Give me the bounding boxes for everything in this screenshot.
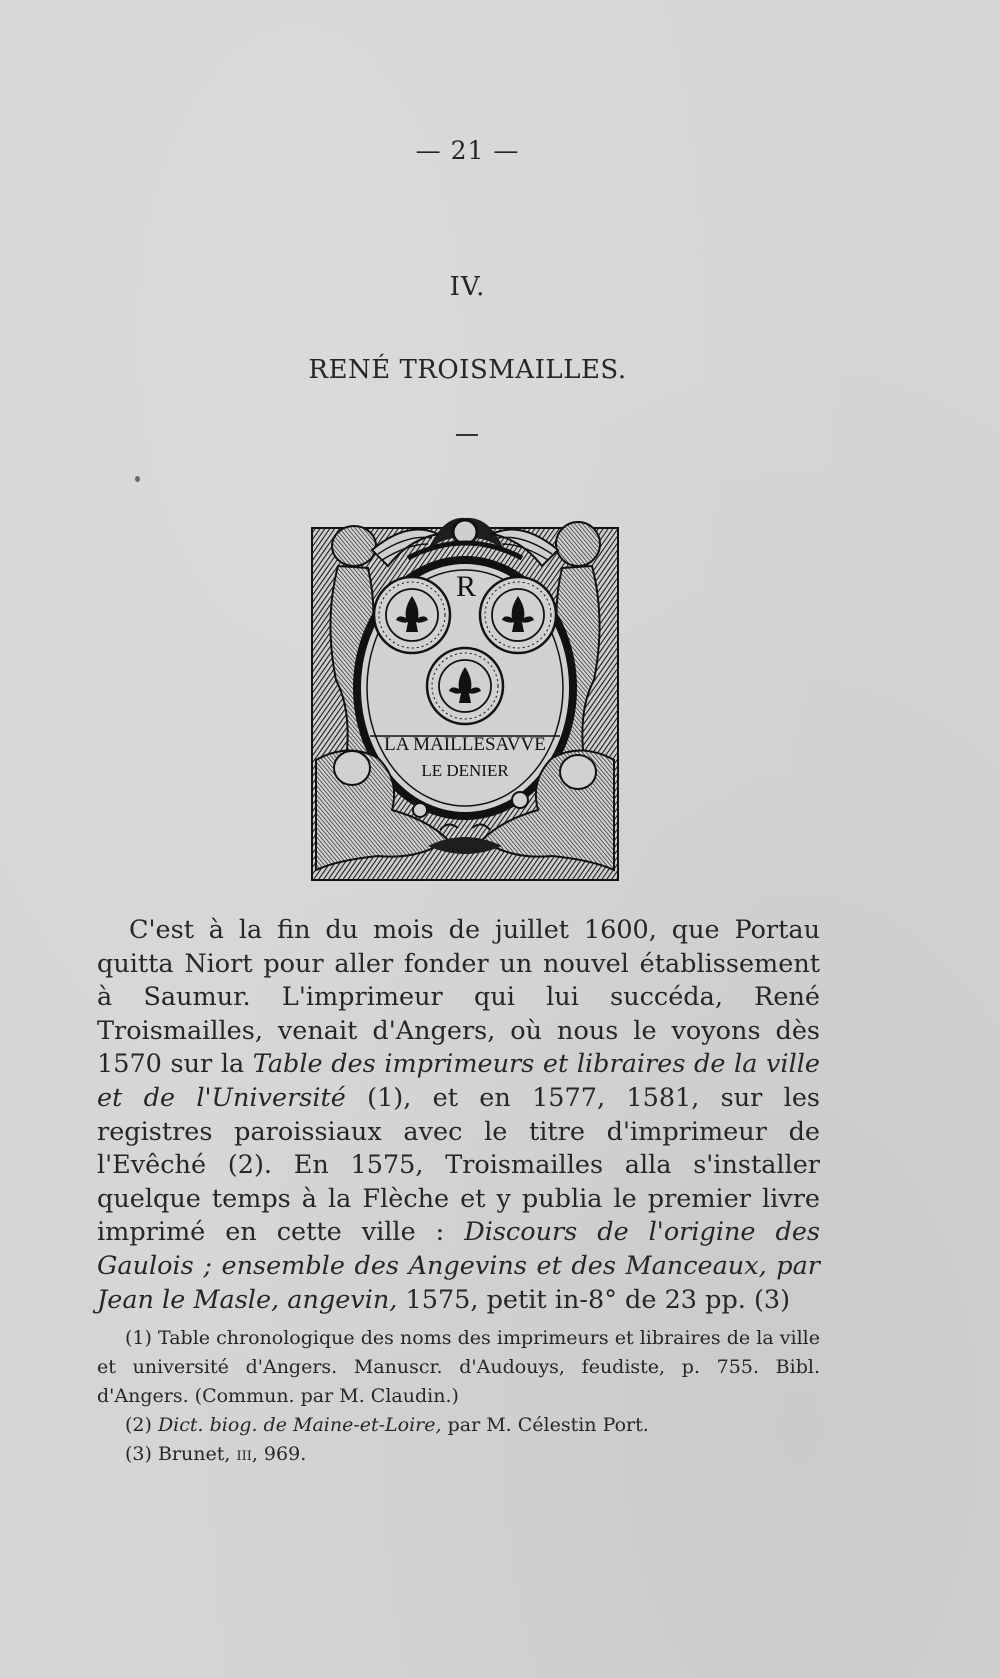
chapter-numeral: IV. xyxy=(449,272,486,302)
body-italic-title: Discours de l'origine des Gaulois ; ensemble des Angevins et des Manceaux, par Jean le Masle, angevin, xyxy=(97,1217,820,1315)
body-text-run: C'est à la fin du mois de juillet 1600, que Portau quitta Niort pour aller fonder un nouvel établissement à Saumur. L'imprimeur qui lui succéda, René Troismailles, venait d'Angers, où nous le voyons dès 1570 sur la xyxy=(97,915,820,1080)
chapter-title: RENÉ TROISMAILLES. xyxy=(308,355,627,385)
body-text-run: 1575, petit in-8° de 23 pp. (3) xyxy=(397,1284,791,1315)
ink-speck xyxy=(135,476,140,482)
body-italic-title: Table des imprimeurs et libraires de la ville et de l'Université xyxy=(97,1049,820,1113)
footnote-2 xyxy=(97,1411,820,1440)
coin-bottom xyxy=(427,648,503,724)
device-letter: R xyxy=(456,570,477,603)
body-text xyxy=(97,914,820,1317)
footnote-volume: iii xyxy=(236,1443,252,1465)
footnote-text: , 969. xyxy=(251,1443,307,1465)
device-motto-line1: LA MAILLESAVVE xyxy=(384,734,546,755)
body-paragraph xyxy=(97,914,820,1317)
footnote-1: (1) Table chronologique des noms des imprimeurs et libraires de la ville et université d'Angers. Manuscr. d'Audouys, feudiste, p. 755. Bibl. d'Angers. (Commun. par M. Claudin.) xyxy=(97,1327,820,1407)
coin-right xyxy=(480,577,556,653)
footnote-3 xyxy=(97,1440,820,1469)
device-motto-line2: LE DENIER xyxy=(421,761,509,780)
page-number: — 21 — xyxy=(415,136,520,165)
body-text-run: (1), et en 1577, 1581, sur les registres paroissiaux avec le titre d'imprimeur de l'Evêché (2). En 1575, Troismailles alla s'installer quelque temps à la Flèche et y publia le premier livre imprimé en cette ville : xyxy=(97,1082,820,1248)
title-rule xyxy=(456,434,478,436)
footnotes xyxy=(97,1324,820,1469)
footnote-italic: Dict. biog. de Maine-et-Loire, xyxy=(157,1414,442,1436)
footnote-text: par M. Célestin Port. xyxy=(441,1414,649,1436)
footnote-number: (2) xyxy=(125,1414,158,1436)
footnote-text: (3) Brunet, xyxy=(125,1443,237,1465)
printer-device-image xyxy=(308,510,622,884)
coin-left xyxy=(374,577,450,653)
